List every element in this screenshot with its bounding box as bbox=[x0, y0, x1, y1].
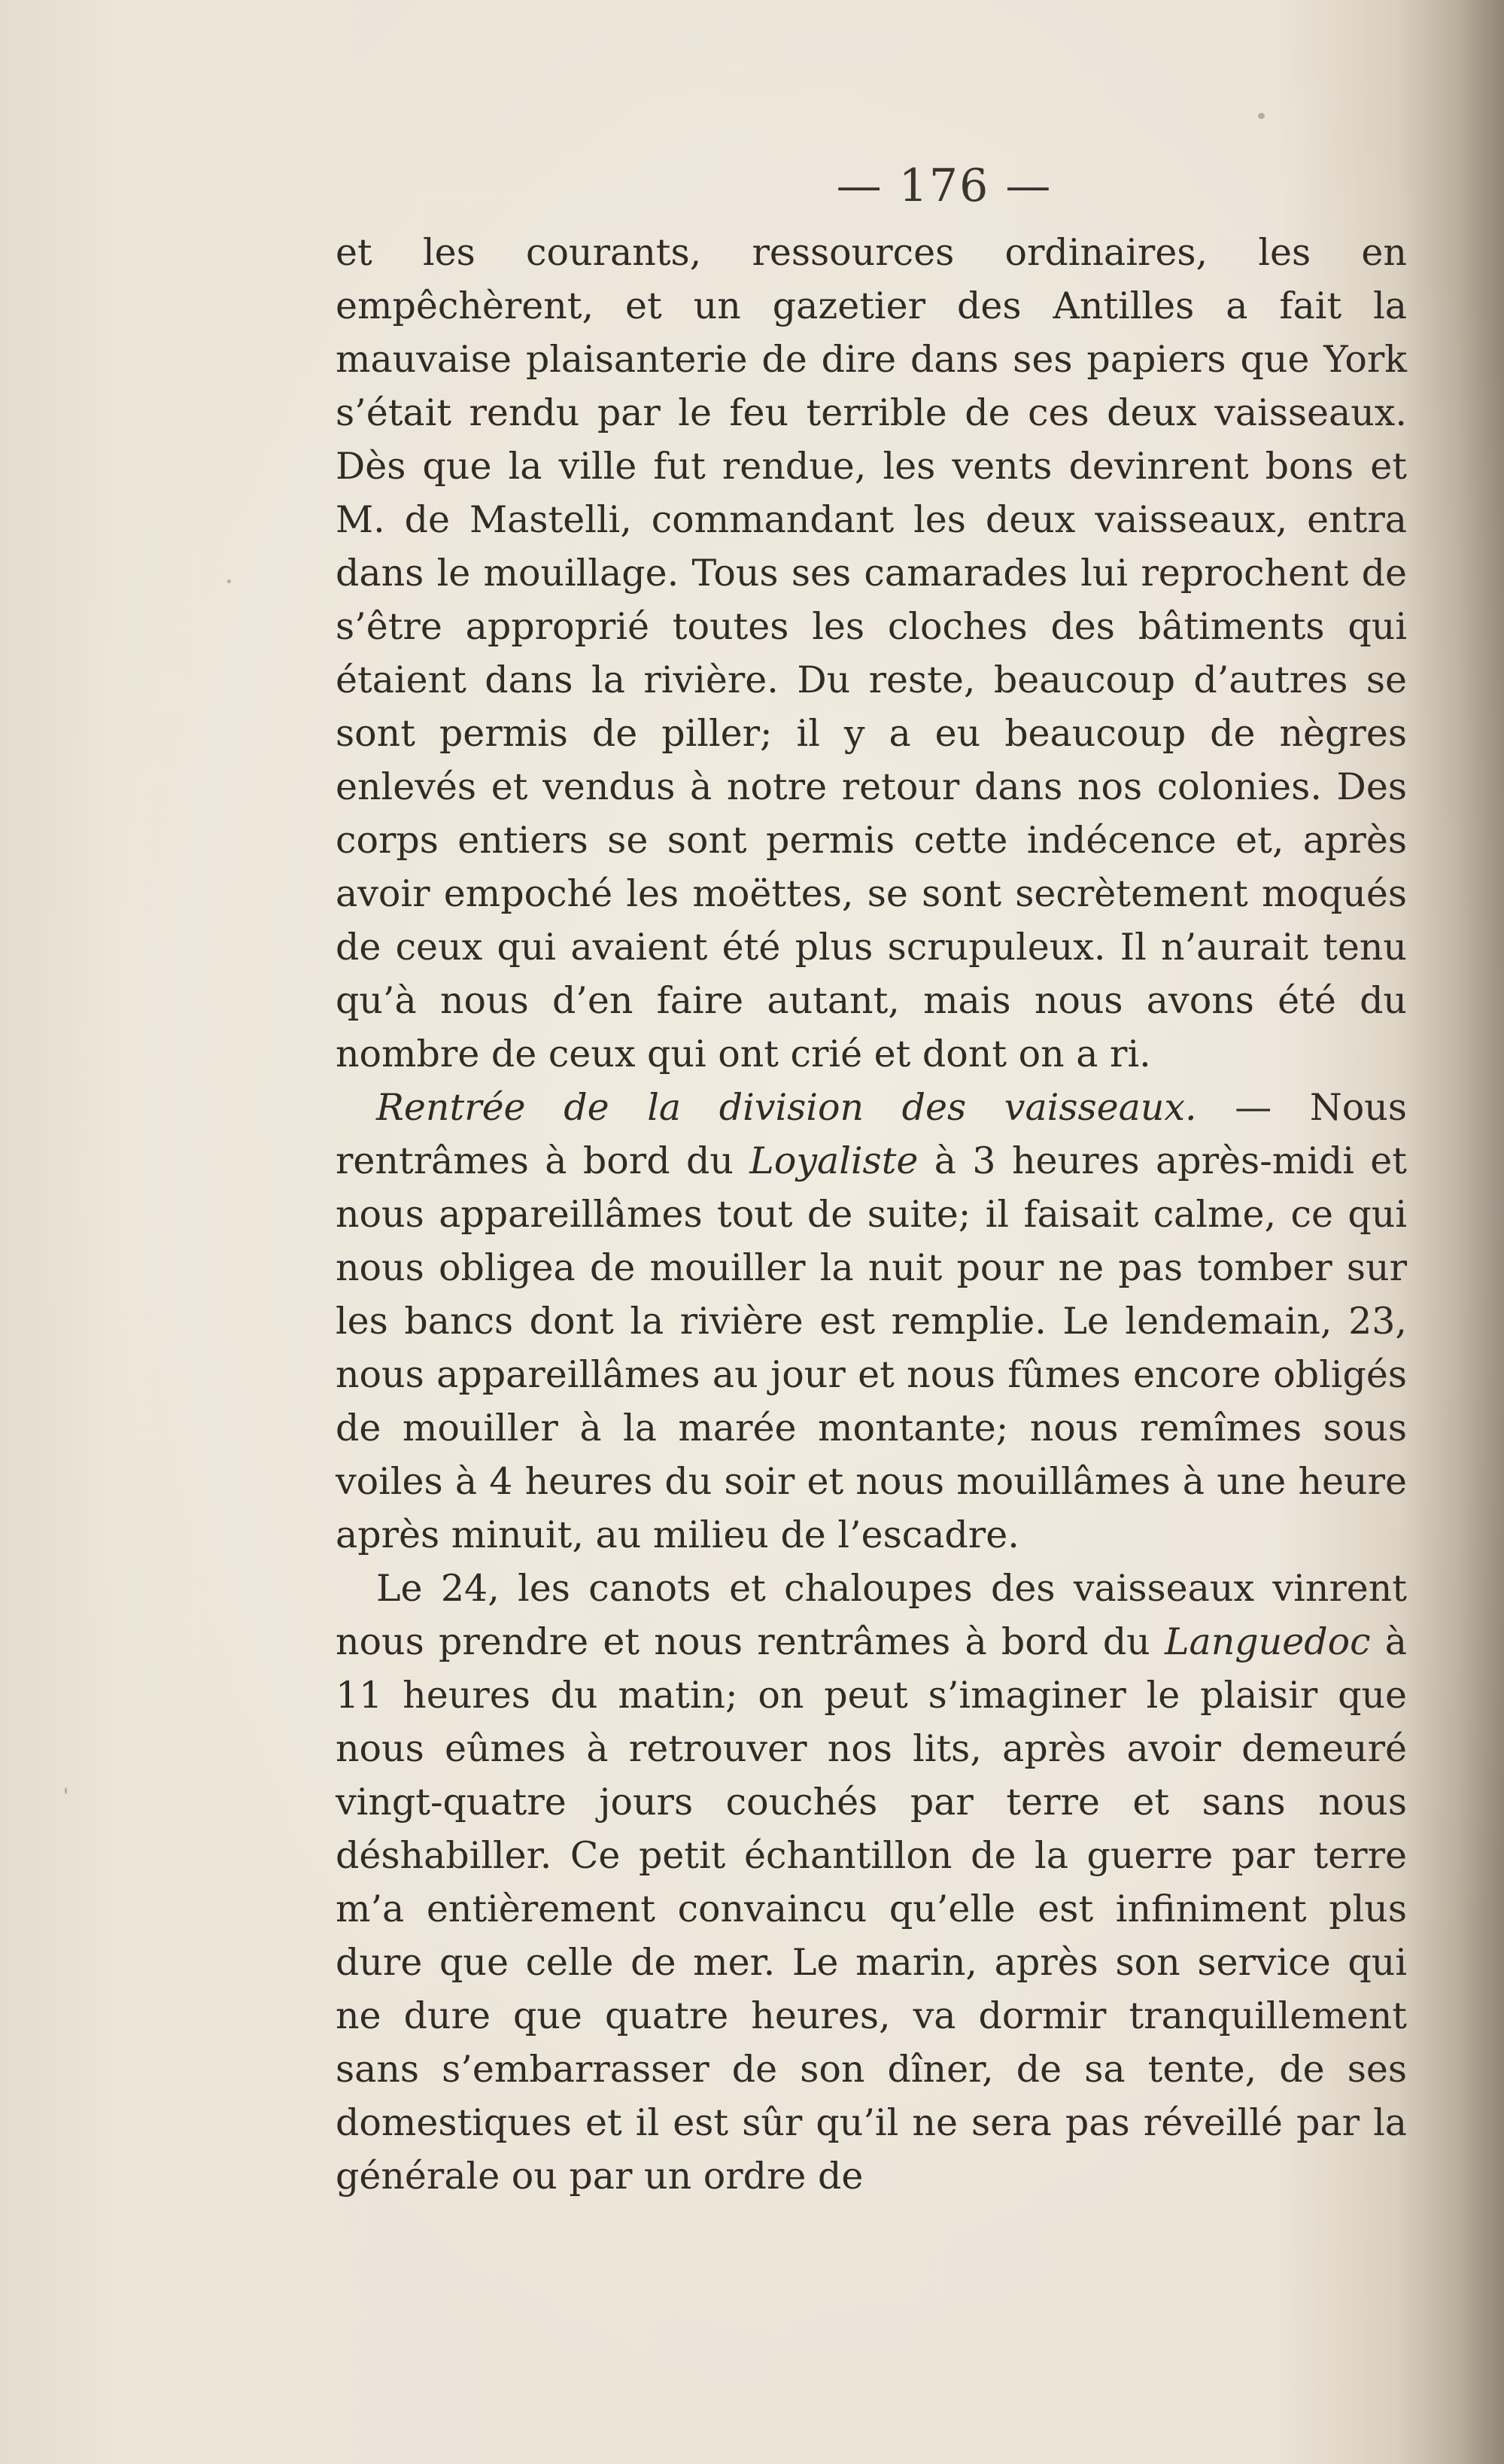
paper-speck bbox=[65, 1787, 67, 1794]
ship-name: Languedoc bbox=[1164, 1620, 1371, 1663]
paragraph-text: Le 24, les canots et chaloupes des vaisseaux vinrent nous prendre et nous rentrâmes à bord du bbox=[336, 1567, 1407, 1663]
section-heading: Rentrée de la division des vaisseaux. bbox=[376, 1086, 1197, 1129]
page-number: — 176 — bbox=[836, 160, 1053, 212]
paragraph-2 bbox=[336, 1081, 1407, 1562]
paragraph-1 bbox=[336, 226, 1407, 1081]
paper-speck bbox=[227, 579, 231, 583]
paragraph-text: à 11 heures du matin; on peut s’imaginer le plaisir que nous eûmes à retrouver nos lits, après avoir demeuré vingt-quatre jours couchés par terre et sans nous déshabiller. Ce petit échantillon de la guerre par terre m’a entièrement convaincu qu’elle est infiniment plus dure que celle de mer. Le marin, après son service qui ne dure que quatre heures, va dormir tranquillement sans s’embarrasser de son dîner, de sa tente, de ses domestiques et il est sûr qu’il ne sera pas réveillé par la générale ou par un ordre de bbox=[336, 1620, 1407, 2198]
paragraph-text: à 3 heures après-midi et nous appareillâmes tout de suite; il faisait calme, ce qui nous obligea de mouiller la nuit pour ne pas tomber sur les bancs dont la rivière est remplie. Le lendemain, 23, nous appareillâmes au jour et nous fûmes encore obligés de mouiller à la marée montante; nous remîmes sous voiles à 4 heures du soir et nous mouillâmes à une heure après minuit, au milieu de l’escadre. bbox=[336, 1139, 1408, 1556]
ship-name: Loyaliste bbox=[749, 1139, 919, 1182]
body-text bbox=[336, 226, 1407, 2203]
paragraph-text: et les courants, ressources ordinaires, les en empêchèrent, et un gazetier des Antilles a fait la mauvaise plaisanterie de dire dans ses papiers que York s’était rendu par le feu terrible de ces deux vaisseaux. Dès que la ville fut rendue, les vents devinrent bons et M. de Mastelli, commandant les deux vaisseaux, entra dans le mouillage. Tous ses camarades lui reprochent de s’être approprié toutes les cloches des bâtiments qui étaient dans la rivière. Du reste, beaucoup d’autres se sont permis de piller; il y a eu beaucoup de nègres enlevés et vendus à notre retour dans nos colonies. Des corps entiers se sont permis cette indécence et, après avoir empoché les moëttes, se sont secrètement moqués de ceux qui avaient été plus scrupuleux. Il n’aurait tenu qu’à nous d’en faire autant, mais nous avons été du nombre de ceux qui ont crié et dont on a ri. bbox=[336, 231, 1407, 1075]
paragraph-text: — Nous rentrâmes à bord du bbox=[336, 1086, 1408, 1182]
paper-speck bbox=[1258, 113, 1265, 119]
paragraph-3 bbox=[336, 1562, 1407, 2203]
